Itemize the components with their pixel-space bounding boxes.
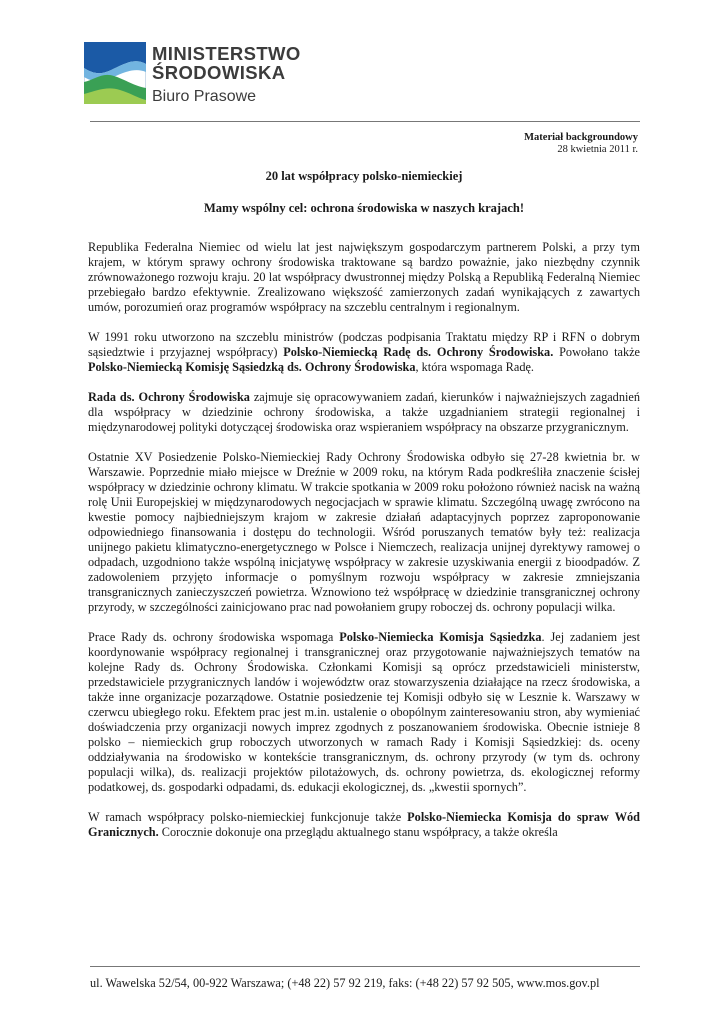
paragraph-1 [88, 240, 640, 315]
paragraph-2-text-e: , która wspomaga Radę. [415, 360, 534, 374]
paragraph-5-text-c: . Jej zadaniem jest koordynowanie współpracy regionalnej i transgranicznej oraz przygotowanie najważniejszych tematów na kolejne Rady ds. Ochrony Środowiska. Członkami Komisji są oprócz przedstawicieli ministerstw, przedstawiciele przygranicznych landów i województw oraz stowarzyszenia działające na rzecz środowiska, a także inne organizacje pozarządowe. Ostatnie posiedzenie tej Komisji odbyło się w Lesznie k. Warszawy w czerwcu ubiegłego roku. Efektem prac jest m.in. ustalenie o obopólnym zainteresowaniu stron, aby wymieniać doświadczenia przy organizacji nowych imprez zgodnych z poszanowaniem środowiska. Obecnie istnieje 8 polsko – niemieckich grup roboczych utworzonych w ramach Rady i Komisji Sąsiedzkiej: ds. oceny oddziaływania na środowisko w kontekście transgranicznym, ds. ochrony przyrody (w tym ds. ochrony populacji wilka), ds. realizacji projektów pilotażowych, ds. ochrony powietrza, ds. ekologicznej reformy podatkowej, ds. gospodarki odpadami, ds. edukacji ekologicznej, ds. „kwestii spornych”. [88, 630, 640, 794]
document-body [88, 240, 640, 855]
document-title: 20 lat współpracy polsko-niemieckiej [265, 169, 463, 183]
paragraph-5-bold-komisja: Polsko-Niemiecka Komisja Sąsiedzka [339, 630, 542, 644]
paragraph-2 [88, 330, 640, 375]
footer-contact: ul. Wawelska 52/54, 00-922 Warszawa; (+48 22) 57 92 219, faks: (+48 22) 57 92 505, www.mos.gov.pl [90, 976, 600, 990]
paragraph-2-bold-rada: Polsko-Niemiecką Radę ds. Ochrony Środowiska. [283, 345, 554, 359]
logo-text [152, 44, 301, 108]
paragraph-4 [88, 450, 640, 615]
paragraph-4-text: Ostatnie XV Posiedzenie Polsko-Niemieckiej Rady Ochrony Środowiska odbyło się 27-28 kwietnia br. w Warszawie. Poprzednie miało miejsce w Dreźnie w 2009 roku, na którym Rada podkreśliła znaczenie ścisłej współpracy w dziedzinie ochrony klimatu. W trakcie spotkania w 2009 roku położono również nacisk na ważną rolę Unii Europejskiej w międzynarodowych negocjacjach w sprawie klimatu. Szczególną uwagę zwrócono na kwestie pomocy najbiedniejszym krajom w zakresie działań adaptacyjnych poprzez zaproponowanie odpowiedniego finansowania i dostępu do technologii. Wśród poruszanych tematów były też: realizacja unijnego pakietu klimatyczno-energetycznego w Polsce i Niemczech, realizacja unijnej dyrektywy ramowej o odpadach, uzgodniono także wspólną inicjatywę współpracy w zakresie uzyskiwania energii z bioodpadów. Z zadowoleniem przyjęto informacje o pomyślnym rozwoju współpracy w zakresie zmniejszania transgranicznych zanieczyszczeń powietrza. Wznowiono też współpracę w dziedzinie transgranicznej ochrony przyrody, w szczególności zainicjowano prac nad powołaniem grupy roboczej ds. ochrony populacji wilka. [88, 450, 640, 614]
paragraph-5 [88, 630, 640, 795]
footer-divider [90, 966, 640, 967]
paragraph-6-bold-komisja-wod: Polsko-Niemiecka Komisja do spraw Wód Granicznych. [88, 810, 640, 839]
paragraph-6 [88, 810, 640, 840]
paragraph-5-text-a: Prace Rady ds. ochrony środowiska wspomaga [88, 630, 340, 644]
logo-line-srodowiska: ŚRODOWISKA [152, 62, 286, 83]
paragraph-3-bold-rada: Rada ds. Ochrony Środowiska [88, 390, 250, 404]
ministry-logo [84, 42, 301, 105]
paragraph-1-text: Republika Federalna Niemiec od wielu lat jest największym gospodarczym partnerem Polski, a przy tym krajem, w którym sprawy ochrony środowiska traktowane są bardzo poważnie, jako niezbędny czynnik zrównoważonego rozwoju kraju. 20 lat współpracy dwustronnej między Polską a Republiką Federalną Niemiec przebiegało bardzo efektywnie. Zrealizowano większość zamierzonych zadań wynikających z zawartych umów, porozumień oraz programów współpracy na szczeblu centralnym i regionalnym. [88, 240, 640, 314]
logo-line-ministerstwo: MINISTERSTWO [152, 43, 301, 64]
document-type-label: Materiał backgroundowy [524, 132, 638, 143]
logo-line-biuro-prasowe: Biuro Prasowe [152, 88, 257, 105]
paragraph-3 [88, 390, 640, 435]
paragraph-6-text-a: W ramach współpracy polsko-niemieckiej funkcjonuje także [88, 810, 408, 824]
paragraph-3-text: zajmuje się opracowywaniem zadań, kierunków i najważniejszych zagadnień dla współpracy w dziedzinie ochrony środowiska, a także uzgadnianiem strategii regionalnej i międzynarodowej polityki dotyczącej środowiska oraz wspieraniem współpracy na obszarze przygranicznym. [88, 390, 640, 434]
document-subtitle: Mamy wspólny cel: ochrona środowiska w naszych krajach! [203, 201, 525, 215]
document-meta [524, 132, 638, 156]
paragraph-2-text-a: W 1991 roku utworzono na szczeblu ministrów (podczas podpisania Traktatu między RP i RFN o dobrym sąsiedztwie i przyjaznej współpracy) [88, 330, 640, 359]
document-date: 28 kwietnia 2011 r. [557, 144, 638, 155]
paragraph-2-text-c: Powołano także [553, 345, 641, 359]
paragraph-2-bold-komisja: Polsko-Niemiecką Komisję Sąsiedzką ds. Ochrony Środowiska [88, 360, 416, 374]
ministry-logo-mark-icon [84, 42, 146, 104]
header-divider [90, 121, 640, 122]
paragraph-6-text-c: Corocznie dokonuje ona przeglądu aktualnego stanu współpracy, a także określa [158, 825, 558, 839]
